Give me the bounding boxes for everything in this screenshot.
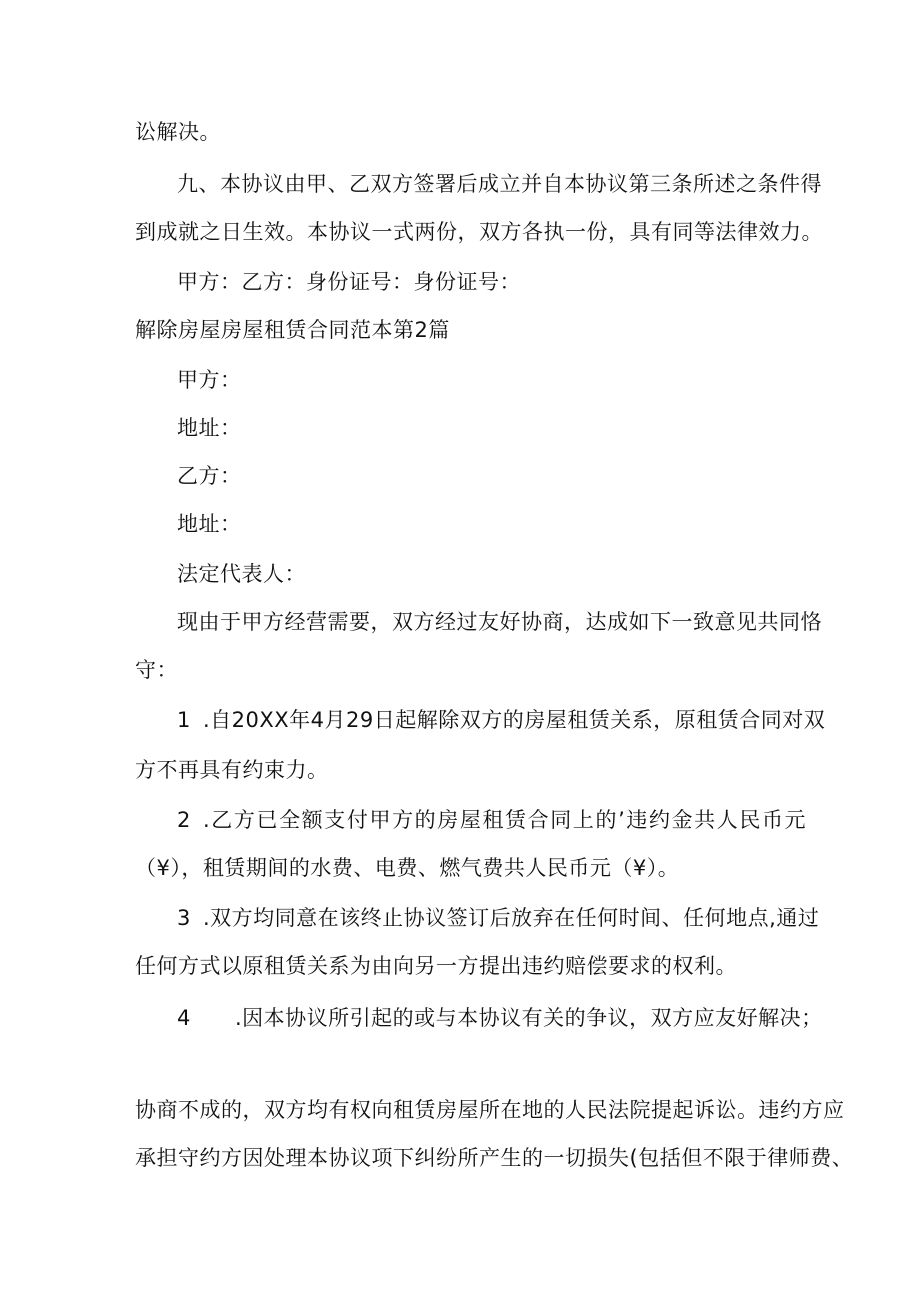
item-1-line-1 [177,706,825,734]
item-4-line-1 [177,1004,823,1032]
signature-line: 甲方：乙方：身份证号：身份证号： [177,270,521,294]
item-2-line-1 [177,806,807,834]
item-1-text: .自20XX年4月29日起解除双方的房屋租赁关系，原租赁合同对双 [203,708,826,732]
party-b-label: 乙方： [177,464,242,488]
item-2-number: 2 [177,808,192,832]
item-3-line-2: 任何方式以原租赁关系为由向另一方提出违约赔偿要求的权利。 [135,954,737,978]
item-3-number: 3 [177,906,191,930]
section-heading: 解除房屋房屋租赁合同范本第2篇 [135,318,450,342]
address-b-label: 地址： [177,512,242,536]
item-3-line-1 [177,904,819,932]
clause-9-line-1: 九、本协议由甲、乙双方签署后成立并自本协议第三条所述之条件得 [177,172,822,196]
preamble-line-2: 守： [135,658,178,682]
party-a-label: 甲方： [177,368,242,392]
legal-representative-label: 法定代表人： [177,562,306,586]
item-1-line-2: 方不再具有约束力。 [135,758,329,782]
item-3-text: .双方均同意在该终止协议签订后放弃在任何时间、任何地点,通过 [203,906,820,930]
item-1-number: 1 [177,708,191,732]
item-4-number: 4 [177,1006,191,1030]
continuation-line-1: 协商不成的，双方均有权向租赁房屋所在地的人民法院提起诉讼。违约方应 [135,1098,845,1122]
item-2-text: .乙方已全额支付甲方的房屋租赁合同上的’违约金共人民币元 [203,808,808,832]
paragraph-line: 讼解决。 [135,120,221,144]
preamble-line-1: 现由于甲方经营需要，双方经过友好协商，达成如下一致意见共同恪 [177,610,822,634]
continuation-line-2: 承担守约方因处理本协议项下纠纷所产生的一切损失(包括但不限于律师费、 [135,1146,854,1170]
item-2-line-2: （¥），租赁期间的水费、电费、燃气费共人民币元（¥）。 [135,856,680,880]
item-4-text: .因本协议所引起的或与本协议有关的争议，双方应友好解决； [235,1006,823,1030]
clause-9-line-2: 到成就之日生效。本协议一式两份，双方各执一份，具有同等法律效力。 [135,220,823,244]
address-a-label: 地址： [177,416,242,440]
